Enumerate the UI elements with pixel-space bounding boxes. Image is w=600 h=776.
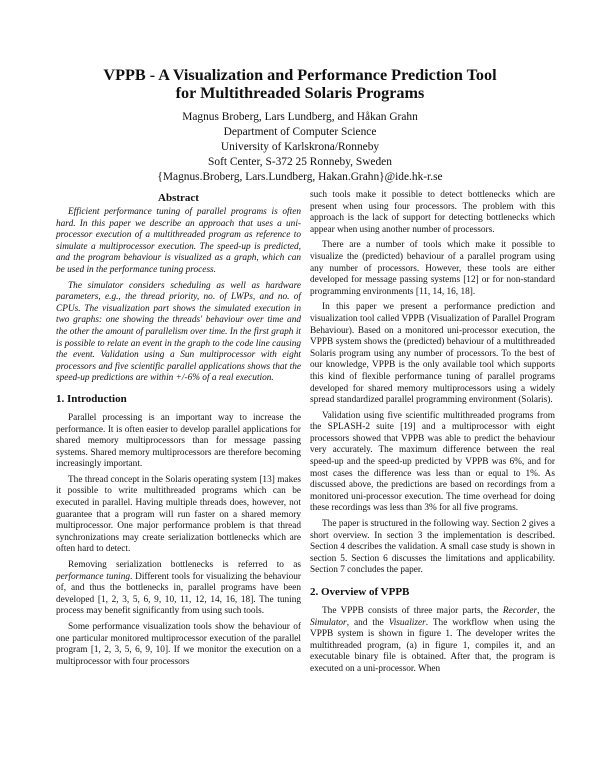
author-block bbox=[60, 110, 540, 185]
title-line-1: VPPB - A Visualization and Performance Prediction Tool bbox=[103, 66, 497, 84]
left-column bbox=[56, 192, 301, 672]
emphasis-text: Simulator bbox=[310, 617, 347, 628]
abstract-section bbox=[56, 192, 301, 385]
body-paragraph: Validation using five scientific multithreaded programs from the SPLASH-2 suite [19] and a multiprocessor with eight processors showed that VPPB was able to predict the behaviour very accurately. The maximum difference between the real speed-up and the speed-up predicted by VPPB was 6%, and for most cases the difference was less than or equal to 1%. As discussed above, the predictions are based on recordings from a monitored uni-processor execution. The time overhead for doing these recordings was less than 3% for all five programs. bbox=[310, 410, 555, 514]
body-paragraph: Some performance visualization tools show the behaviour of one particular monitored multiprocessor execution of the parallel program [1, 2, 3, 5, 6, 9, 10]. If we monitor the execution on a multiprocessor with four processors bbox=[56, 622, 301, 667]
abstract-paragraph: The simulator considers scheduling as well as hardware parameters, e.g., the thread priority, no. of LWPs, and no. of CPUs. The visualization part shows the simulated execution in two graphs: one showing the threads' behaviour over time and the other the amount of parallelism over time. In the first graph it is possible to relate an event in the graph to the code line causing the event. Validation using a Sun multiprocessor with eight processors and five scientific parallel applications shows that the speed-up predictions are within +/-6% of a real execution. bbox=[56, 280, 301, 384]
abstract-paragraph: Efficient performance tuning of parallel programs is often hard. In this paper we describe an approach that uses a uni-processor execution of a multithreaded program as reference to simulate a multiprocessor execution. The speed-up is predicted, and the program behaviour is visualized as a graph, which can be used in the performance tuning process. bbox=[56, 207, 301, 275]
text-run: Removing serialization bottlenecks is referred to as bbox=[68, 560, 301, 571]
author-emails: {Magnus.Broberg, Lars.Lundberg, Hakan.Grahn}@ide.hk-r.se bbox=[157, 171, 443, 184]
body-paragraph bbox=[310, 606, 555, 676]
section-heading-introduction: 1. Introduction bbox=[56, 392, 127, 405]
section-heading-overview: 2. Overview of VPPB bbox=[310, 586, 410, 598]
author-names: Magnus Broberg, Lars Lundberg, and Håkan Grahn bbox=[182, 111, 418, 123]
title-line-2: for Multithreaded Solaris Programs bbox=[175, 84, 425, 102]
text-run: , the bbox=[537, 606, 556, 616]
emphasis-text: Recorder bbox=[502, 606, 538, 616]
text-run: . Different tools for visualizing the behaviour of, and thus the bottlenecks in, parallel programs have been developed [1, 2, 3, 5, 6, 9, 10, 11, 12, 14, 16, 18]. The tuning process may benefit significantly from using such tools. bbox=[56, 571, 302, 617]
emphasis-text: performance tuning bbox=[56, 571, 131, 582]
author-university: University of Karlskrona/Ronneby bbox=[220, 141, 380, 154]
abstract-heading: Abstract bbox=[158, 192, 199, 204]
text-run: , and the bbox=[346, 617, 389, 628]
text-run: . The workflow when using the VPPB system is shown in figure 1. The developer writes the multithreaded program, (a) in figure 1, compiles it, and an executable binary file is obtained. After that, the program is executed on a uni-processor. When bbox=[310, 617, 555, 674]
author-department: Department of Computer Science bbox=[223, 126, 377, 139]
paper-title bbox=[60, 66, 540, 102]
right-column bbox=[310, 190, 555, 680]
body-paragraph: The thread concept in the Solaris operating system [13] makes it possible to write multithreaded programs which can be executed in parallel. Having multiple threads does, however, not guarantee that a program will run faster on a shared memory multiprocessor. One major performance problem is that thread synchronizations may create serialization bottlenecks which are often hard to detect. bbox=[56, 474, 301, 555]
author-address: Soft Center, S-372 25 Ronneby, Sweden bbox=[208, 156, 392, 169]
text-run: The VPPB consists of three major parts, the bbox=[322, 606, 503, 616]
body-paragraph: such tools make it possible to detect bottlenecks which are present when using four processors. The problem with this approach is the lack of support for detecting bottlenecks which appear when using another number of processors. bbox=[310, 190, 555, 235]
body-paragraph bbox=[56, 560, 301, 618]
emphasis-text: Visualizer bbox=[388, 617, 426, 628]
body-paragraph: Parallel processing is an important way to increase the performance. It is often easier to develop parallel applications for shared memory multiprocessors than for message passing systems. Shared memory multiprocessors are therefore becoming increasingly important. bbox=[56, 412, 301, 470]
body-paragraph: There are a number of tools which make it possible to visualize the (predicted) behaviour of a parallel program using any number of processors. However, these tools are either developed for message passing systems [12] or for non-standard programming environments [11, 14, 16, 18]. bbox=[310, 240, 555, 297]
body-paragraph: In this paper we present a performance prediction and visualization tool called VPPB (Visualization of Parallel Program Behaviour). Based on a monitored uni-processor execution, the VPPB system shows the (predicted) behaviour of a multithreaded Solaris program using any number of processors. To the best of our knowledge, VPPB is the only available tool which supports this kind of flexible performance tuning of parallel programs developed for shared memory multiprocessors using a widely spread standardized parallel programming environment (Solaris). bbox=[310, 302, 555, 406]
body-paragraph: The paper is structured in the following way. Section 2 gives a short overview. In section 3 the implementation is described. Section 4 describes the validation. A small case study is shown in section 5. Section 6 discusses the limitations and applicability. Section 7 concludes the paper. bbox=[310, 519, 555, 576]
